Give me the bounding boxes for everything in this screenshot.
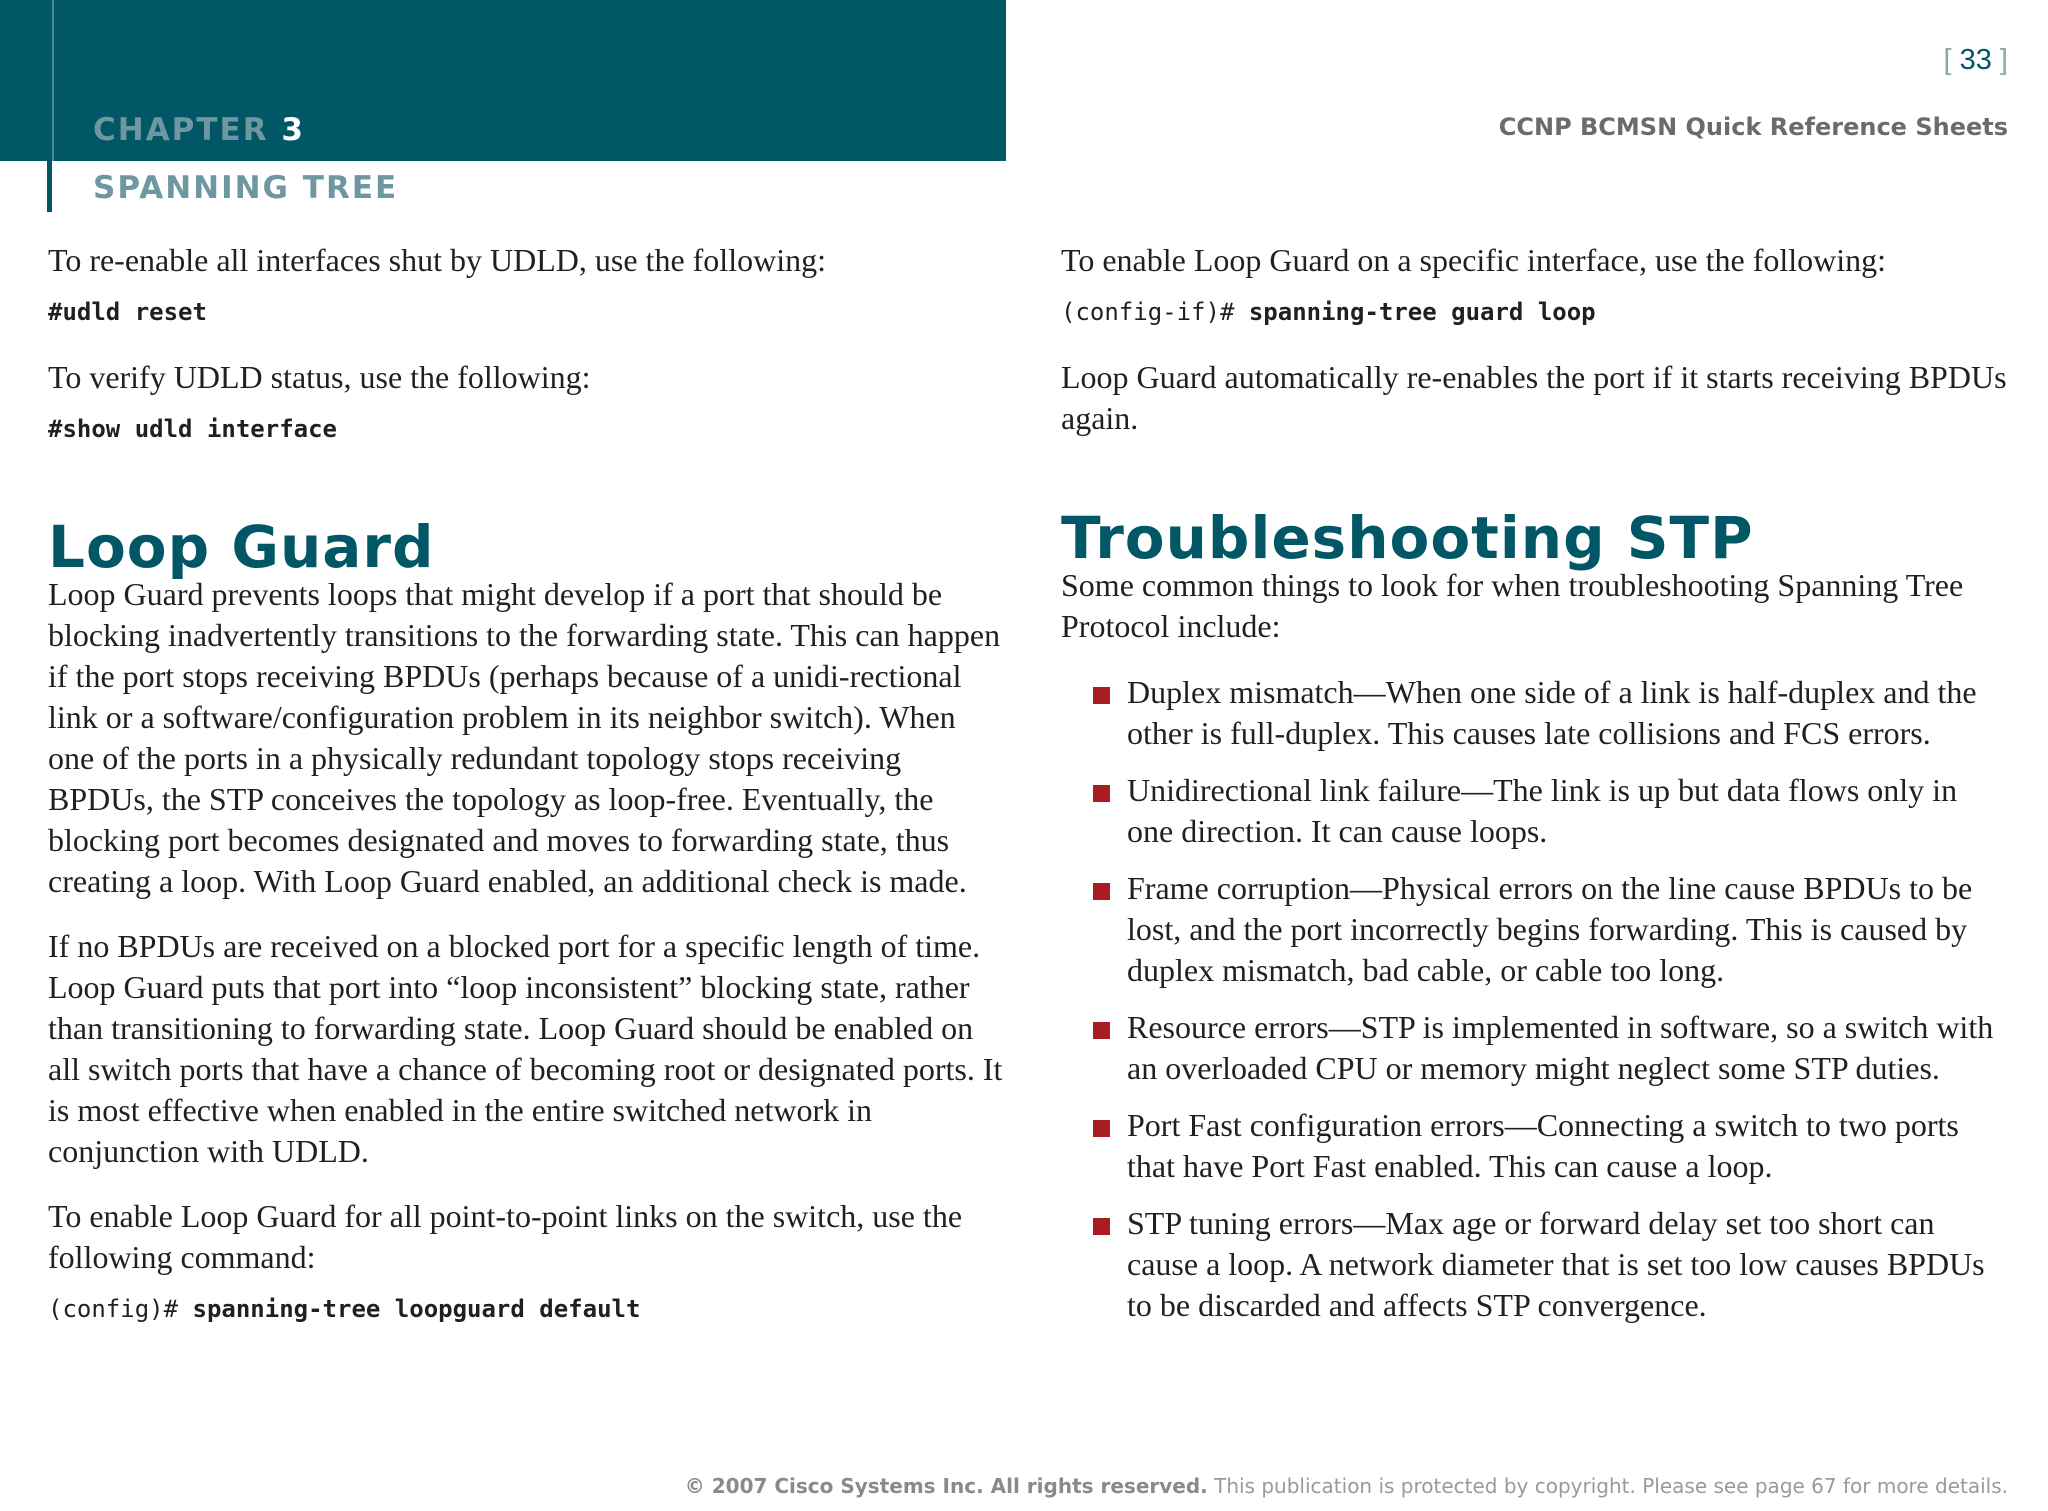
loop-guard-heading: Loop Guard (48, 513, 435, 581)
udld-reset-command (48, 295, 1008, 329)
list-item-text: STP tuning errors—Max age or forward delay set too short can cause a loop. A network diameter that is set too low causes BPDUs to be discarded and affects STP convergence. (1127, 1205, 1985, 1323)
page-number-close-bracket: ] (1991, 44, 2008, 76)
loop-guard-paragraph-1: Loop Guard prevents loops that might develop if a port that should be blocking inadvertently transitions to the forwarding state. This can happen if the port stops receiving BPDUs (perhaps because of a unidi-rectional link or a software/configuration problem in its neighbor switch). When one of the ports in a physically redundant topology stops receiving BPDUs, the STP conceives the topology as loop-free. Eventually, the blocking port becomes designated and moves to forwarding state, thus creating a loop. With Loop Guard enabled, an additional check is made. (48, 576, 1001, 899)
header-rule-inner (52, 0, 54, 161)
list-item (1061, 1007, 2011, 1089)
left-column (48, 240, 1008, 1326)
loop-guard-enable-intro: To enable Loop Guard for all point-to-point links on the switch, use the following command: (48, 1198, 963, 1275)
config-if-prompt: (config-if)# (1061, 298, 1249, 326)
udld-show-command (48, 412, 1008, 446)
udld-reset-intro: To re-enable all interfaces shut by UDLD, use the following: (48, 242, 826, 278)
chapter-number: 3 (281, 112, 305, 148)
loop-guard-reenable-note: Loop Guard automatically re-enables the port if it starts receiving BPDUs again. (1061, 359, 2007, 436)
troubleshooting-heading: Troubleshooting STP (1061, 504, 1754, 572)
list-item (1061, 1105, 2011, 1187)
bullet-square-icon (1093, 687, 1110, 704)
udld-show-command-text: #show udld interface (48, 415, 337, 443)
list-item-text: Port Fast configuration errors—Connecting a switch to two ports that have Port Fast enabled. This can cause a loop. (1127, 1107, 1959, 1184)
loopguard-default-command (48, 1292, 1008, 1326)
bullet-square-icon (1093, 785, 1110, 802)
page-number-open-bracket: [ (1943, 44, 1960, 76)
footer-copyright (685, 1474, 2008, 1498)
copyright-notice: This publication is protected by copyright. Please see page 67 for more details. (1207, 1474, 2008, 1498)
copyright-text: © 2007 Cisco Systems Inc. All rights reserved. (684, 1474, 1208, 1498)
bullet-square-icon (1093, 1120, 1110, 1137)
list-item (1061, 868, 2011, 991)
loop-guard-interface-intro: To enable Loop Guard on a specific interface, use the following: (1061, 242, 1887, 278)
guard-loop-command-text: spanning-tree guard loop (1248, 298, 1596, 326)
udld-verify-intro: To verify UDLD status, use the following: (48, 359, 591, 395)
list-item (1061, 1203, 2011, 1326)
bullet-square-icon (1093, 1218, 1110, 1235)
book-title: CCNP BCMSN Quick Reference Sheets (1498, 113, 2008, 141)
chapter-word: CHAPTER (93, 112, 269, 148)
list-item-text: Duplex mismatch—When one side of a link is half-duplex and the other is full-duplex. This causes late collisions and FCS errors. (1127, 674, 1977, 751)
loopguard-default-command-text: spanning-tree loopguard default (192, 1295, 641, 1323)
page-number-value: 33 (1959, 44, 1992, 76)
guard-loop-command (1061, 295, 2011, 329)
list-item-text: Unidirectional link failure—The link is up but data flows only in one direction. It can cause loops. (1127, 772, 1958, 849)
udld-reset-command-text: #udld reset (48, 298, 207, 326)
list-item (1061, 770, 2011, 852)
loop-guard-paragraph-2: If no BPDUs are received on a blocked port for a specific length of time. Loop Guard puts that port into “loop inconsistent” blocking state, rather than transitioning to forwarding state. Loop Guard should be enabled on all switch ports that have a chance of becoming root or designated ports. It is most effective when enabled in the entire switched network in conjunction with UDLD. (48, 928, 1003, 1169)
list-item-text: Frame corruption—Physical errors on the line cause BPDUs to be lost, and the port incorrectly begins forwarding. This is caused by duplex mismatch, bad cable, or cable too long. (1127, 870, 1973, 988)
page-number (1943, 44, 2008, 77)
chapter-label (93, 112, 305, 148)
config-prompt: (config)# (48, 1295, 193, 1323)
list-item (1061, 672, 2011, 754)
right-column (1061, 240, 2011, 1326)
bullet-square-icon (1093, 1022, 1110, 1039)
troubleshooting-list (1061, 672, 2011, 1326)
list-item-text: Resource errors—STP is implemented in software, so a switch with an overloaded CPU or memory might neglect some STP duties. (1127, 1009, 1994, 1086)
chapter-title: SPANNING TREE (93, 170, 399, 206)
bullet-square-icon (1093, 883, 1110, 900)
troubleshooting-intro: Some common things to look for when troubleshooting Spanning Tree Protocol include: (1061, 567, 1964, 644)
